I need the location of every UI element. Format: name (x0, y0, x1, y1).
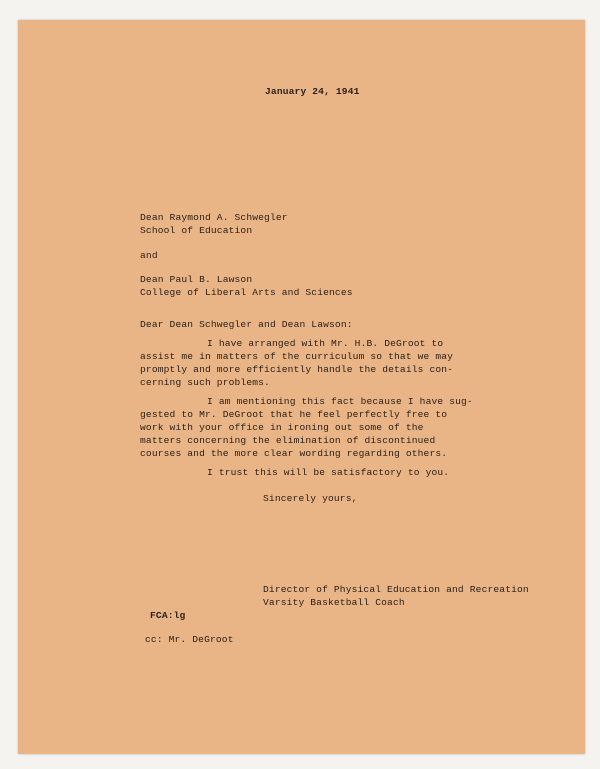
typist-initials: FCA:lg (150, 610, 186, 621)
body-line: courses and the more clear wording regarding others. (140, 448, 448, 459)
recipient-2-dept: College of Liberal Arts and Sciences (140, 287, 353, 298)
signature-title-line: Varsity Basketball Coach (263, 597, 405, 608)
body-line: I have arranged with Mr. H.B. DeGroot to (207, 338, 444, 349)
cc-line: cc: Mr. DeGroot (145, 634, 234, 645)
salutation: Dear Dean Schwegler and Dean Lawson: (140, 319, 353, 330)
signature-title-line: Director of Physical Education and Recreation (263, 584, 529, 595)
body-line: gested to Mr. DeGroot that he feel perfectly free to (140, 409, 448, 420)
body-line: matters concerning the elimination of discontinued (140, 435, 436, 446)
body-line: cerning such problems. (140, 377, 270, 388)
body-line: work with your office in ironing out some of the (140, 422, 424, 433)
conjunction: and (140, 250, 158, 261)
recipient-2-name: Dean Paul B. Lawson (140, 274, 253, 285)
body-line: promptly and more efficiently handle the details con- (140, 364, 454, 375)
recipient-1-dept: School of Education (140, 225, 253, 236)
letter-date: January 24, 1941 (265, 86, 360, 97)
body-line: I am mentioning this fact because I have sug- (207, 396, 473, 407)
recipient-1-name: Dean Raymond A. Schwegler (140, 212, 288, 223)
body-line: I trust this will be satisfactory to you. (207, 467, 450, 478)
letter-page (18, 20, 585, 754)
body-line: assist me in matters of the curriculum so that we may (140, 351, 454, 362)
closing: Sincerely yours, (263, 493, 358, 504)
